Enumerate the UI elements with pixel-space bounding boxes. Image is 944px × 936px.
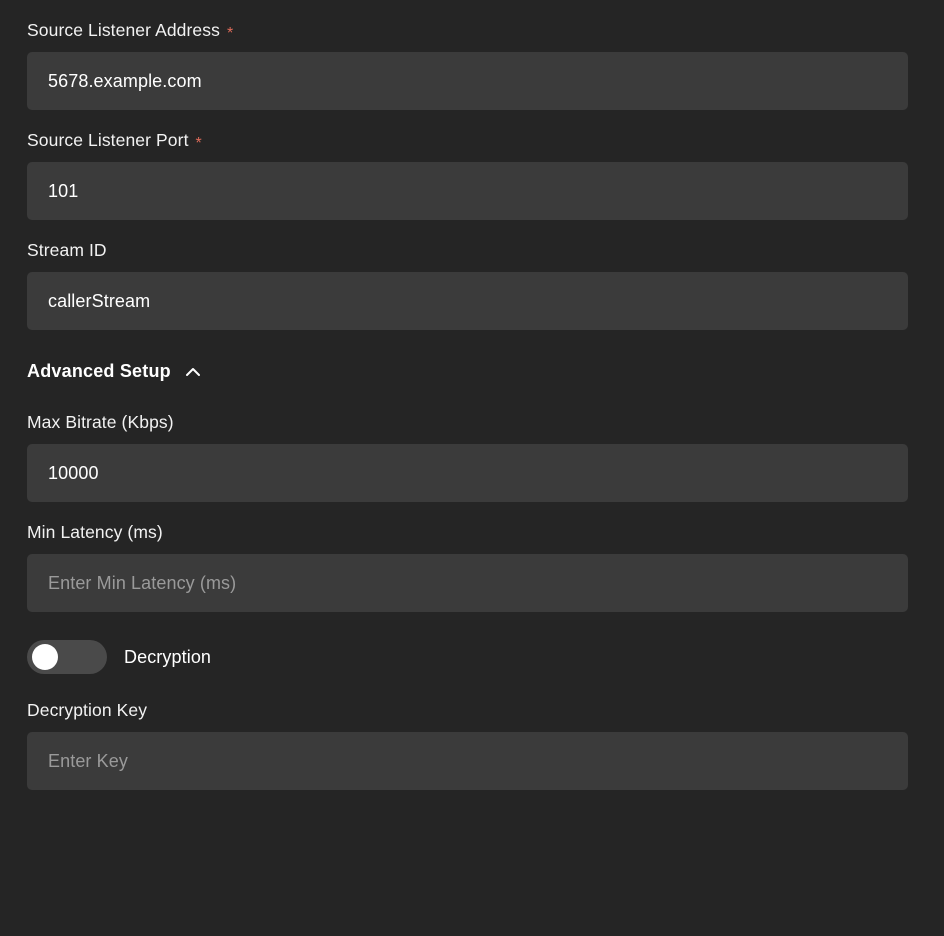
chevron-up-icon[interactable] (183, 362, 203, 382)
field-stream-id (27, 220, 917, 330)
label-stream-id: Stream ID (27, 240, 107, 260)
label-decryption-key: Decryption Key (27, 700, 148, 720)
required-indicator-source-listener-address: * (226, 25, 234, 42)
label-min-latency: Min Latency (ms) (27, 522, 163, 542)
stream-id-input[interactable]: callerStream (27, 272, 908, 330)
field-max-bitrate (27, 392, 917, 502)
field-decryption-key (27, 680, 917, 790)
label-max-bitrate: Max Bitrate (Kbps) (27, 412, 174, 432)
field-source-listener-address (27, 0, 917, 110)
min-latency-input[interactable]: Enter Min Latency (ms) (27, 554, 908, 612)
label-source-listener-address: Source Listener Address (27, 20, 220, 40)
label-row-decryption-key (27, 680, 917, 732)
label-source-listener-port: Source Listener Port (27, 130, 189, 150)
label-row-source-listener-address (27, 0, 917, 52)
decryption-toggle-row[interactable] (27, 612, 917, 680)
advanced-setup-title: Advanced Setup (27, 361, 171, 381)
label-row-source-listener-port (27, 110, 917, 162)
advanced-setup-section-header[interactable] (27, 330, 917, 392)
required-indicator-source-listener-port: * (195, 135, 202, 152)
label-row-max-bitrate (27, 392, 917, 444)
field-min-latency (27, 502, 917, 612)
source-listener-port-input[interactable]: 101 (27, 162, 908, 220)
label-row-stream-id (27, 220, 917, 272)
field-source-listener-port (27, 110, 917, 220)
decryption-toggle-label: Decryption (124, 646, 212, 667)
source-listener-address-input[interactable]: 5678.example.com (27, 52, 908, 110)
max-bitrate-input[interactable]: 10000 (27, 444, 908, 502)
decryption-key-input[interactable]: Enter Key (27, 732, 908, 790)
decryption-toggle[interactable] (27, 640, 107, 674)
label-row-min-latency (27, 502, 917, 554)
decryption-toggle-knob (32, 644, 58, 670)
